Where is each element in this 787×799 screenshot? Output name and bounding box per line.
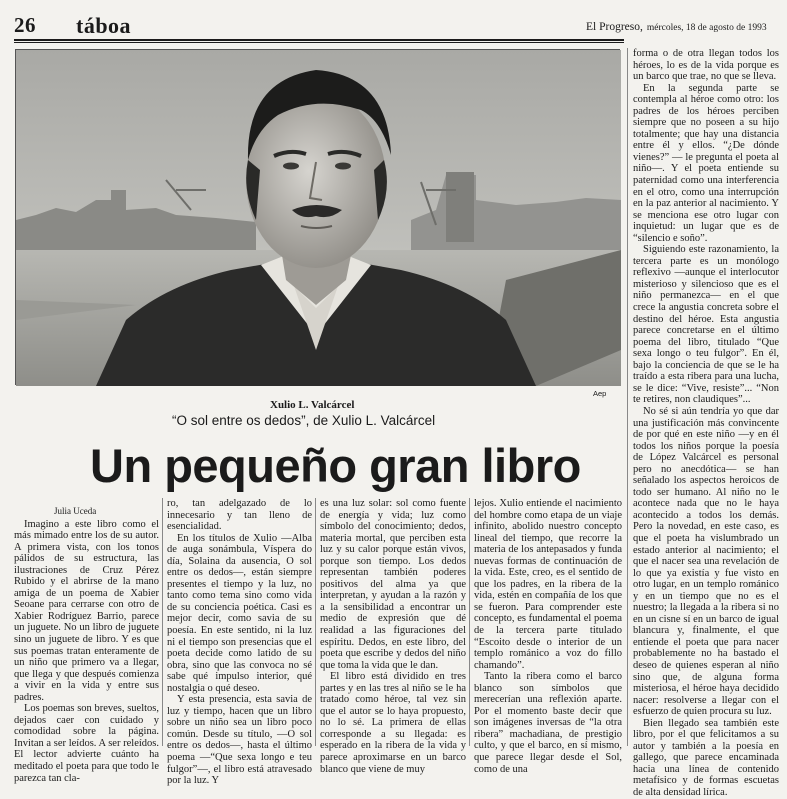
column-divider [162, 498, 163, 746]
article-column-3 [320, 498, 466, 775]
paragraph: El libro está dividido en tres partes y en las tres al niño se le ha tratado como héroe, tal vez sin que el autor se lo haya propuesto, no lo sé. La primera de ellas corresponde a su llegada: es esperado en la ribera de la vida y parece aproximarse en un barco blanco que viene de muy [320, 671, 466, 775]
article-headline: Un pequeño gran libro [90, 439, 581, 492]
column-divider [469, 498, 470, 746]
dateline: mércoles, 18 de agosto de 1993 [646, 23, 767, 33]
paragraph: Bien llegado sea también este libro, por el que felicitamos a su autor y también a la poesía en gallego, que parece encaminada hacia una línea de contenido metafísico y de formas escuetas de alta densidad lírica. [633, 717, 779, 798]
column-divider [627, 48, 628, 746]
paragraph: lejos. Xulio entiende el nacimiento del hombre como etapa de un viaje infinito, abolido nuestro concepto lineal del tiempo, que recorre la materia de los antepasados y funda nuevas formas de continuación de la vida. Este, creo, es el sentido de que los padres, en la ribera de la vida, estén en compañía de los que se fueron. Para comprender este concepto, es fundamental el poema de la tercera parte titulado “Escoito desde o interior de un templo románico a voz do fillo chamando”. [474, 498, 622, 671]
paragraph: forma o de otra llegan todos los héroes, lo es de la vida porque es un barco que trae, no que se lleva. [633, 48, 779, 83]
paragraph: Siguiendo este razonamiento, la tercera parte es un monólogo reflexivo —aunque el interlocutor misterioso y silencioso que es el niño permanezca— en el que crece la angustia concreta sobre el destino del héroe. Esta angustia parece concretarse en el último poema del libro, titulado “Que sexa longo o teu fulgor”. En él, bajo la conciencia de que se le ha traído a esta ribera para una lucha, se le dice: “Vive, resiste”... “Non te retires, non claudiques”... [633, 244, 779, 406]
publication-line [586, 21, 767, 33]
photo-credit: Aep [593, 389, 607, 398]
header-rule [14, 39, 624, 41]
author-photo [15, 49, 620, 385]
paragraph: Imagino a este libro como el más mimado entre los de su autor. A primera vista, con los tonos pálidos de su estructura, las ilustraciones de Cruz Pérez Rubido y el abrirse de la mano amiga de un poema de Xabier Seoane para cerrarse con otro de Xabier Rodríguez Barrio, parece un juguete. No un libro de juguete sino un juguete de libro. Y es que sus poemas tratan enteramente de un niño que primero va a llegar, que llega y que después comienza a vivir en la vida y entre sus padres. [14, 518, 159, 703]
paragraph: Y esta presencia, esta savia de luz y tiempo, hacen que un libro sobre un niño sea un libro poco común. Desde su título, —O sol entre os dedos—, hasta el último poema —“Que sexa longo e teu fulgor”—, el libro está atravesado por la luz. Y [167, 694, 312, 787]
paragraph: es una luz solar: sol como fuente de energía y vida; luz como símbolo del conocimiento; dedos, materia mortal, que perciben esta luz y su calor porque están vivos, porque son tiempo. Los dedos representan también poderes positivos del alma ya que interpretan, y ayudan a la razón y a la sensibilidad a encontrar un medio de expresión que dé realidad a las figuraciones del espíritu. Dedos, en este libro, del poeta que escribe y dedos del niño que toma la vida que le dan. [320, 498, 466, 671]
photo-caption-name: Xulio L. Valcárcel [270, 399, 355, 411]
section-title: táboa [76, 13, 132, 38]
article-column-4 [474, 498, 622, 775]
page-number: 26 [14, 13, 36, 37]
paragraph: En la segunda parte se contempla al héroe como otro: los padres de los héroes perciben siempre que no poseen a su hijo totalmente; que hay una distancia entre él y ellos. “¿De dónde vienes?” — le pregunta el poeta al niño—. Y el poeta entiende su paternidad como una interferencia en el otro, como una interrupción en la paz anterior al nacimiento. Y se menciona ese otro lugar con inquietud: un lugar que es de “silencio e soño”. [633, 82, 779, 244]
photo-caption-subtitle: “O sol entre os dedos”, de Xulio L. Valcárcel [172, 413, 436, 428]
byline: Julia Uceda [54, 506, 97, 516]
paragraph: Tanto la ribera como el barco blanco son símbolos que merecerían una reflexión aparte. Por el momento baste decir que son imágenes inversas de “la otra ribera” machadiana, de prestigio culto, y que el barco, en sí mismo, que parece llegar desde el Sol, como de una [474, 671, 622, 775]
article-column-1 [14, 506, 159, 784]
paragraph: Los poemas son breves, sueltos, dejados caer con cuidado y comodidad sobre la página. Invitan a ser leídos. A ser releídos. El lector advierte cuánto ha meditado el poeta para que todo le parezca tan cla- [14, 703, 159, 784]
paragraph: No sé si aún tendría yo que dar una justificación más convincente de por qué en este niño —y en él todos los niños porque la poesía de López Valcárcel es personal pero no anecdótica— se han señalado los aspectos heroicos de todo ser humano. Al niño no le acontece nada que no le haya acontecido a todos los demás. Pero la novedad, en este caso, es que el poeta ha vislumbrado un estado anterior al nacimiento; el que el nacer sea una revelación de lo que ya existía y fue visto en otro lugar, en un templo románico y en un tiempo que no es el nuestro; la llegada a la ribera si no en un cisne sí en un barco de igual blancura y, finalmente, el que entiende el poeta que para nacer probablemente no ha bastado el deseo de quienes esperan al niño sino que, de alguna forma misteriosa, el héroe haya decidido nacer: resolverse a llegar con el esfuerzo de quien procura su luz. [633, 405, 779, 718]
header-rule-thin [14, 42, 624, 43]
paragraph: En los títulos de Xulio —Alba de auga sonámbula, Víspera do día, Solaina da ausencia, O sol entre os dedos—, están siempre presentes el tiempo y la luz, no tanto como tema sino como vida de su conciencia poética. Casi es mejor decir, como savia de su poesía. En este sentido, ni la luz ni el tiempo son presencias que el poeta decide como latido de su obra, sino que las convoca no sé sabe qué impulso interior, qué nostalgia o qué deseo. [167, 532, 312, 694]
article-column-2 [167, 498, 312, 787]
paragraph: ro, tan adelgazado de lo innecesario y tan lleno de esencialidad. [167, 498, 312, 533]
column-divider [315, 498, 316, 746]
publication-name: El Progreso, [586, 21, 643, 33]
article-column-5 [633, 48, 779, 799]
